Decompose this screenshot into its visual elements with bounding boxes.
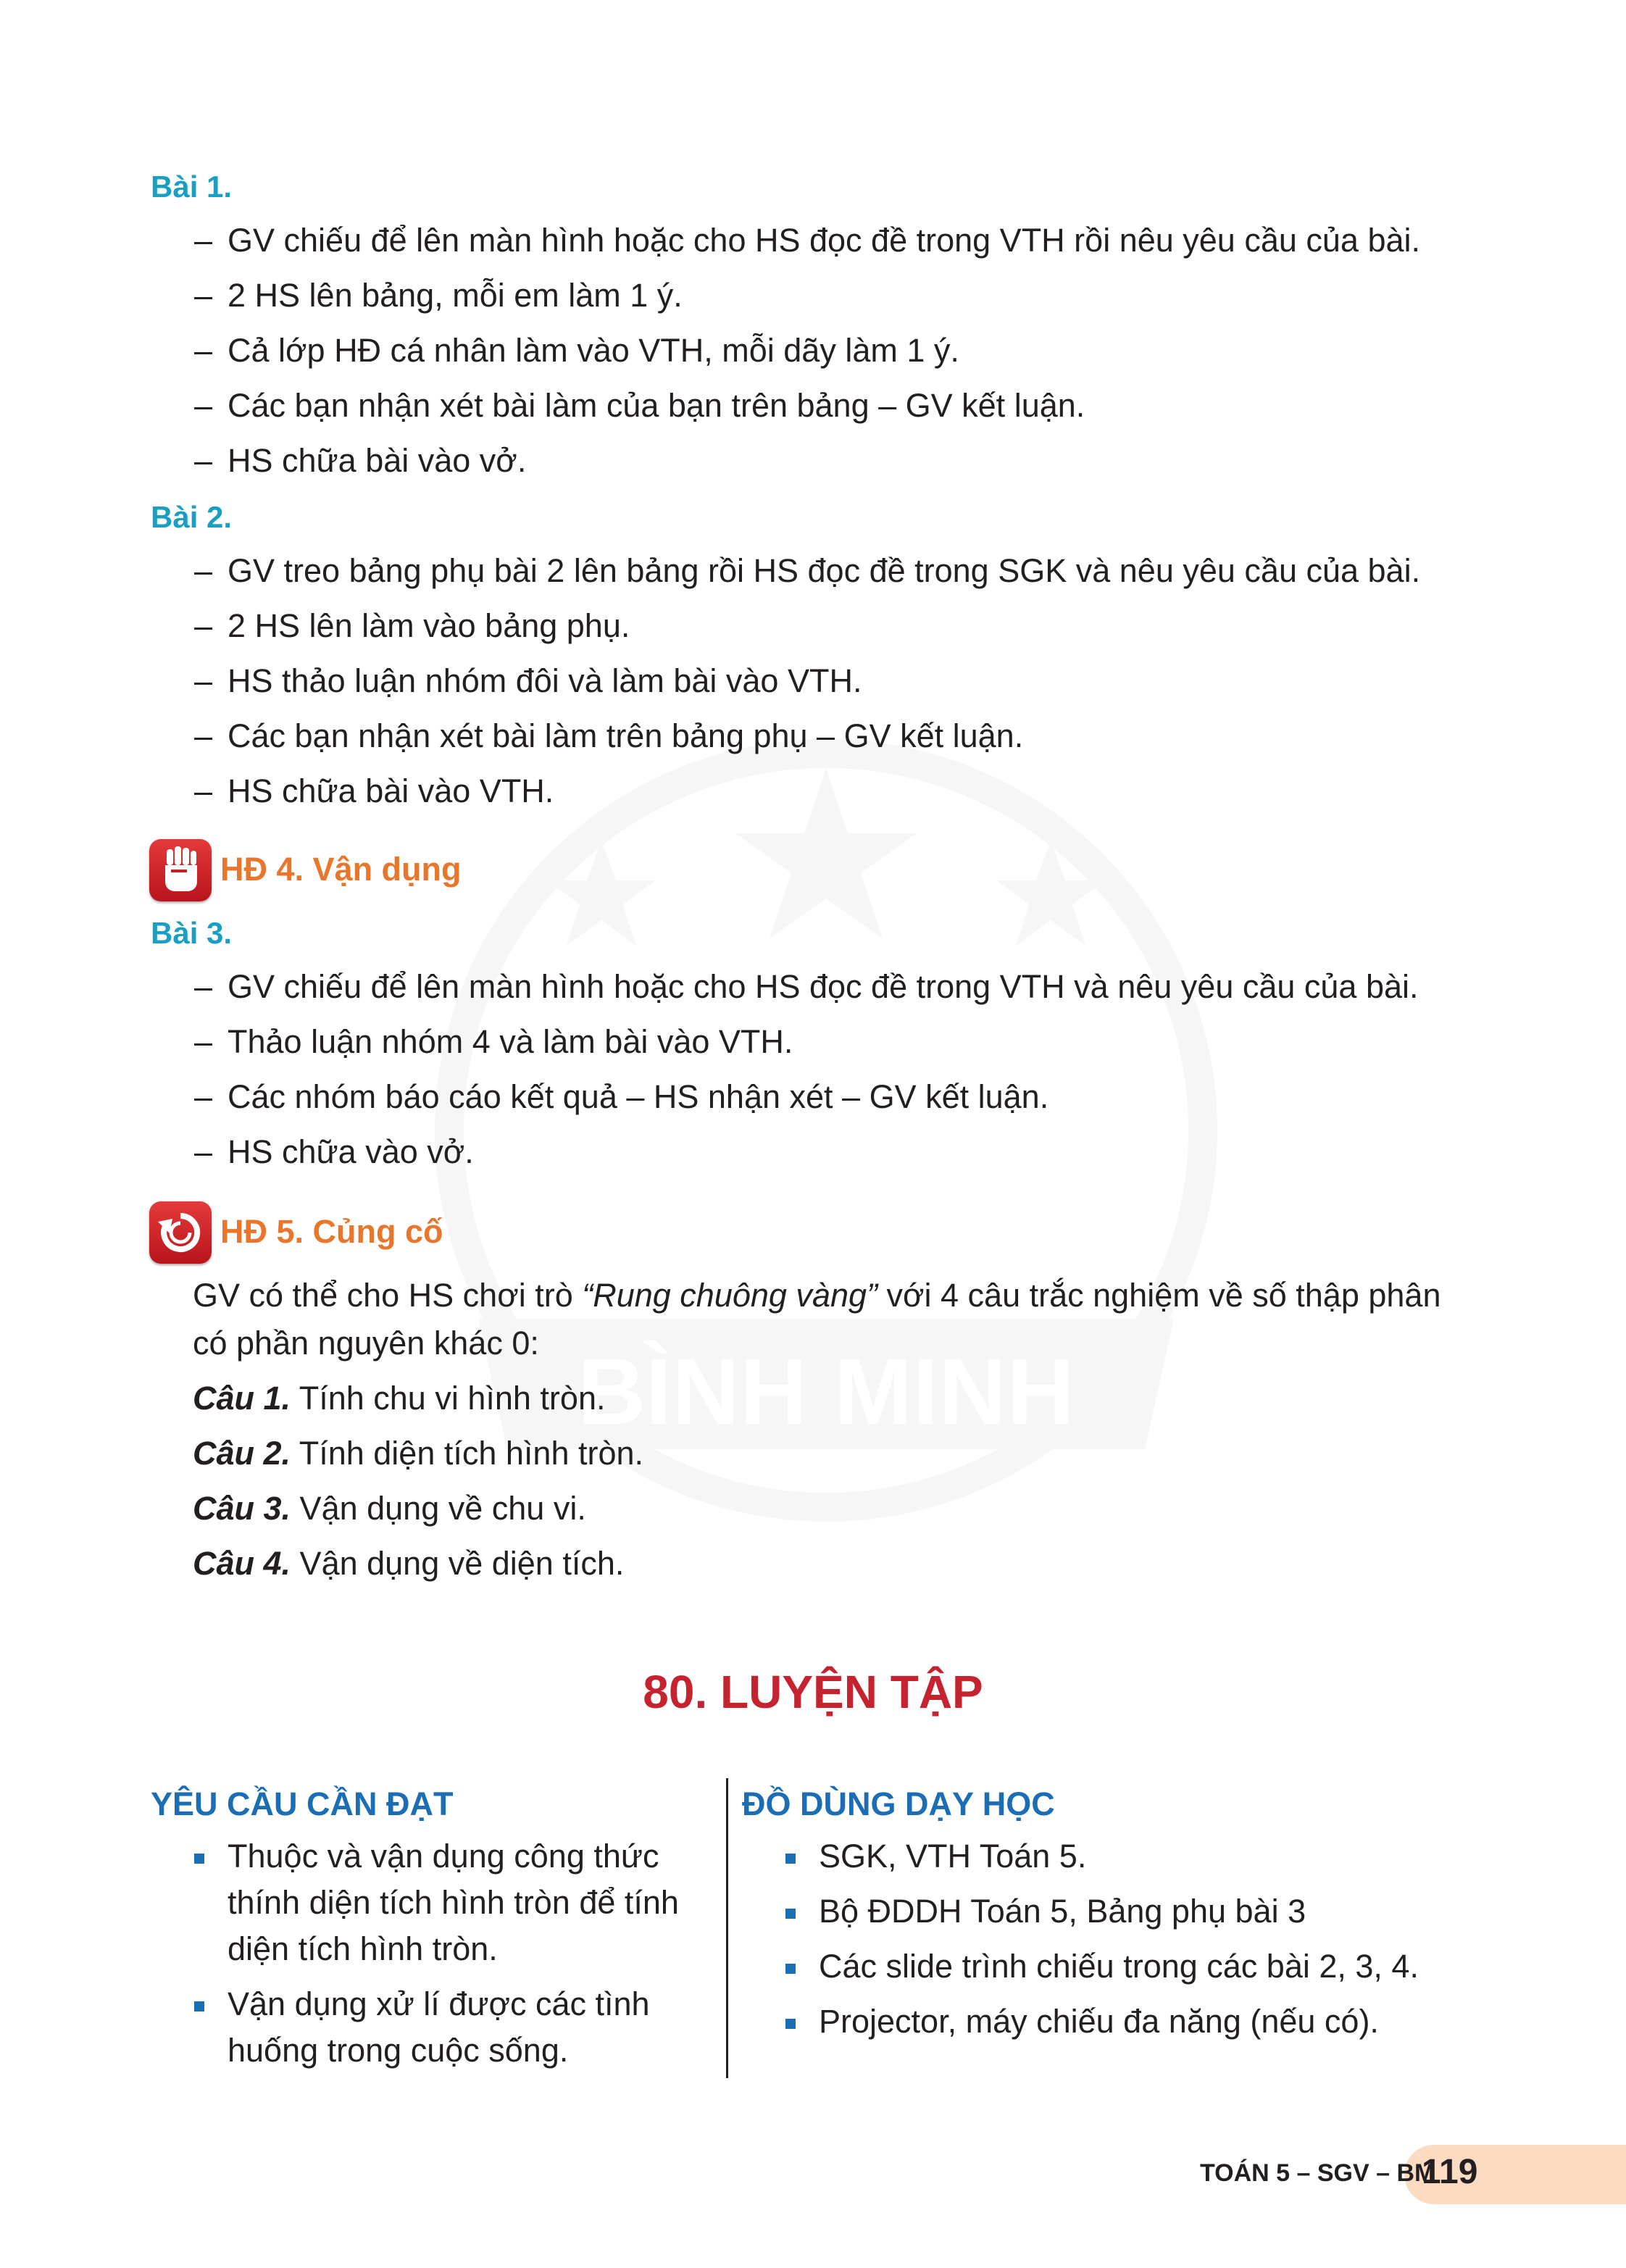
bai1-title: Bài 1. bbox=[151, 170, 233, 204]
question-item: Câu 3. Vận dụng về chu vi. bbox=[193, 1490, 586, 1527]
dash-mark: – bbox=[194, 222, 213, 259]
refresh-icon bbox=[149, 1201, 212, 1264]
hd5-title: HĐ 5. Củng cố bbox=[220, 1213, 443, 1250]
question-item: Câu 1. Tính chu vi hình tròn. bbox=[193, 1380, 606, 1417]
bullet-mark bbox=[785, 1909, 796, 1919]
raised-fist-icon bbox=[149, 839, 212, 901]
watermark-text: BÌNH MINH bbox=[577, 1338, 1075, 1444]
dash-mark: – bbox=[194, 387, 213, 424]
requirement-line: Vận dụng xử lí được các tình bbox=[228, 1985, 650, 2022]
bullet-mark bbox=[194, 2001, 204, 2011]
requirements-heading: YÊU CẦU CẦN ĐẠT bbox=[151, 1785, 454, 1822]
bai2-title: Bài 2. bbox=[151, 500, 233, 534]
question-item: Câu 2. Tính diện tích hình tròn. bbox=[193, 1435, 644, 1472]
footer-label: TOÁN 5 – SGV – BM bbox=[1200, 2159, 1435, 2187]
dash-mark: – bbox=[194, 772, 213, 809]
dash-mark: – bbox=[194, 662, 213, 699]
bullet-mark bbox=[194, 1854, 204, 1864]
bullet-mark bbox=[785, 2019, 796, 2029]
bullet-mark bbox=[785, 1964, 796, 1974]
dash-mark: – bbox=[194, 717, 213, 754]
dash-mark: – bbox=[194, 332, 213, 369]
hd5-intro-line2: có phần nguyên khác 0: bbox=[193, 1325, 539, 1362]
requirement-line: diện tích hình tròn. bbox=[228, 1930, 498, 1967]
requirement-line: thính diện tích hình tròn để tính bbox=[228, 1884, 679, 1921]
material-item: Các slide trình chiếu trong các bài 2, 3, 4. bbox=[819, 1948, 1419, 1985]
page-number: 119 bbox=[1422, 2153, 1478, 2191]
dash-mark: – bbox=[194, 1023, 213, 1060]
dash-mark: – bbox=[194, 607, 213, 644]
bullet-mark bbox=[785, 1854, 796, 1864]
dash-mark: – bbox=[194, 442, 213, 479]
dash-mark: – bbox=[194, 968, 213, 1005]
requirement-line: huống trong cuộc sống. bbox=[228, 2032, 569, 2069]
material-item: SGK, VTH Toán 5. bbox=[819, 1838, 1087, 1875]
materials-heading: ĐỒ DÙNG DẠY HỌC bbox=[742, 1785, 1055, 1822]
bai3-title: Bài 3. bbox=[151, 916, 233, 950]
lesson-title: 80. LUYỆN TẬP bbox=[643, 1666, 983, 1718]
dash-mark: – bbox=[194, 1133, 213, 1170]
game-name: “Rung chuông vàng” bbox=[582, 1277, 878, 1314]
hd4-title: HĐ 4. Vận dụng bbox=[220, 851, 462, 888]
dash-mark: – bbox=[194, 277, 213, 314]
hd5-intro: GV có thể cho HS chơi trò “Rung chuông vàng” với 4 câu trắc nghiệm về số thập phân bbox=[193, 1277, 1441, 1314]
requirement-line: Thuộc và vận dụng công thức bbox=[228, 1838, 659, 1875]
column-divider bbox=[726, 1778, 728, 2078]
dash-mark: – bbox=[194, 552, 213, 589]
material-item: Projector, máy chiếu đa năng (nếu có). bbox=[819, 2003, 1379, 2040]
question-item: Câu 4. Vận dụng về diện tích. bbox=[193, 1545, 625, 1582]
dash-mark: – bbox=[194, 1078, 213, 1115]
material-item: Bộ ĐDDH Toán 5, Bảng phụ bài 3 bbox=[819, 1893, 1306, 1930]
